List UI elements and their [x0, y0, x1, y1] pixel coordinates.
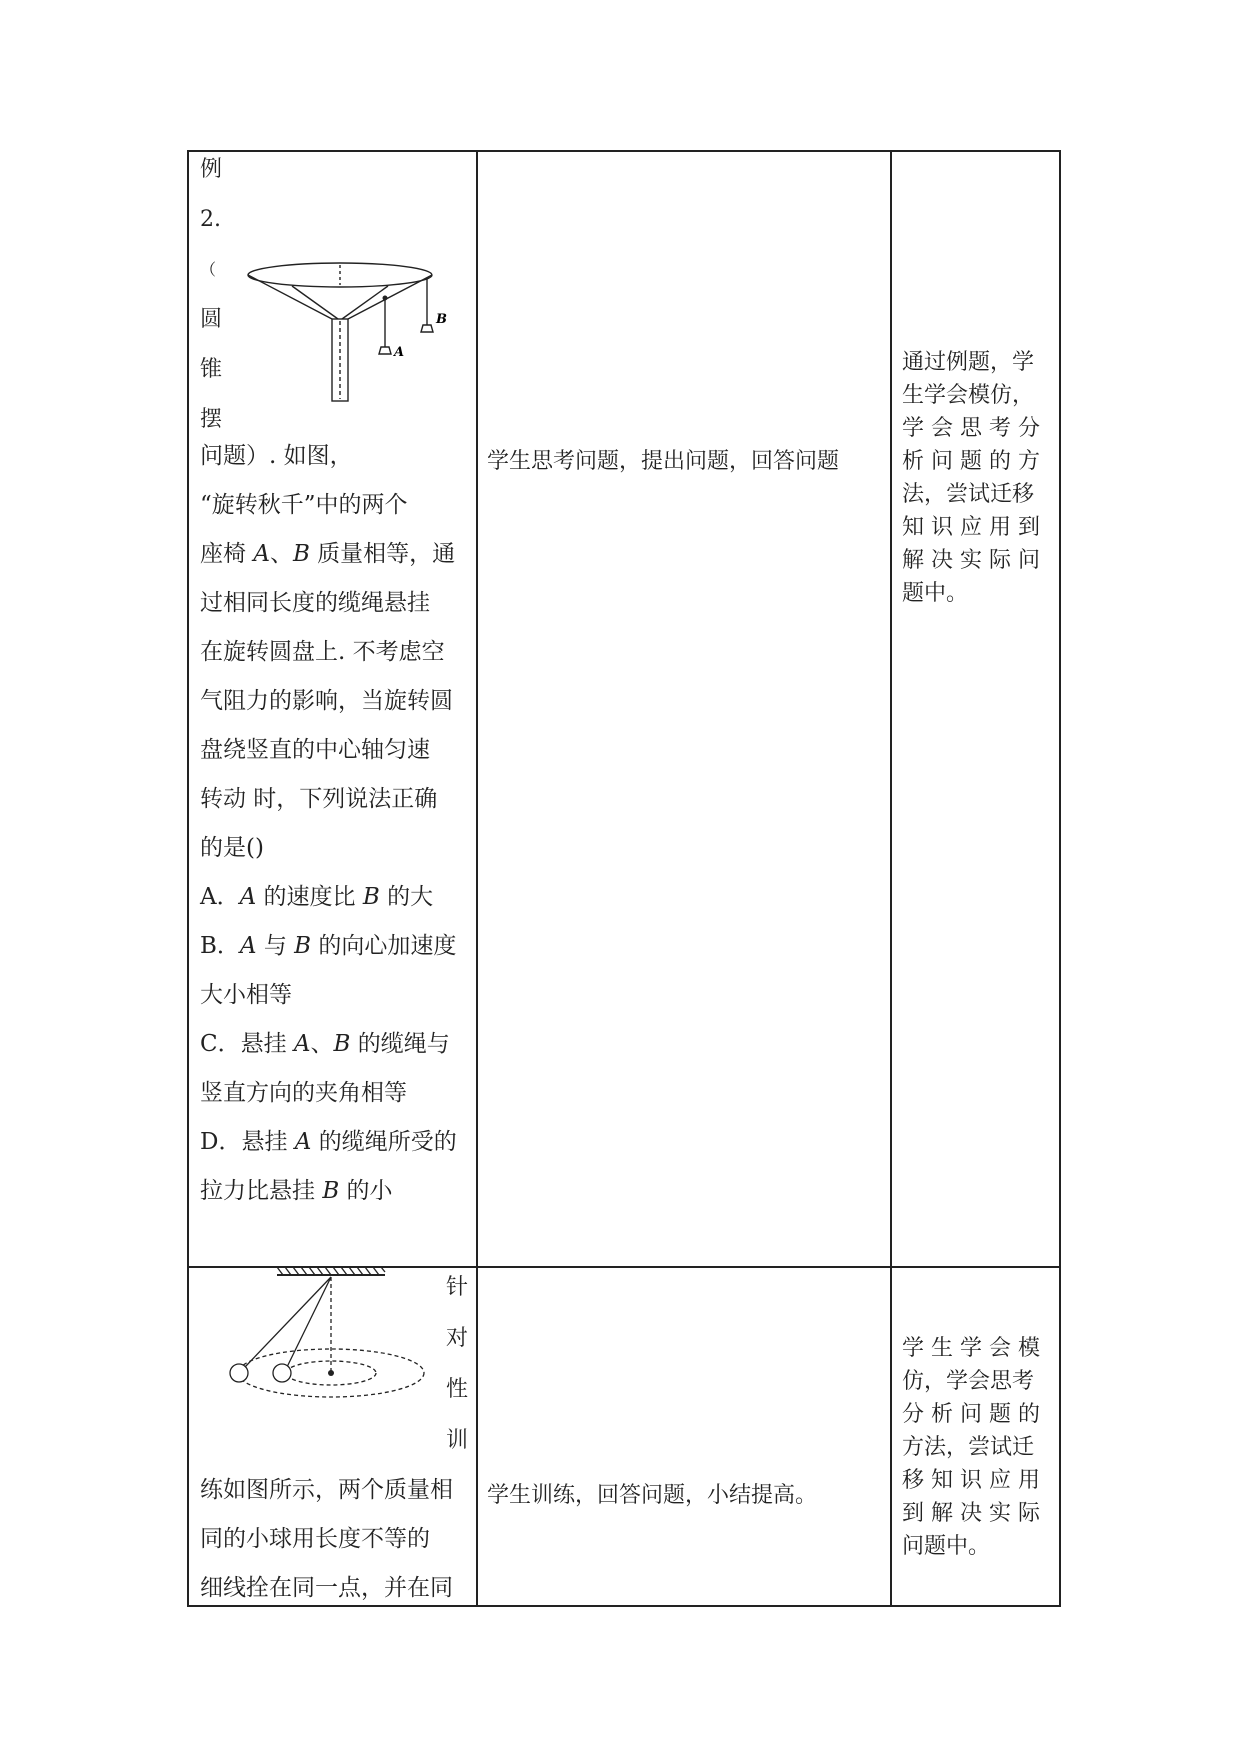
side-char: 对	[446, 1326, 469, 1351]
intent-line: 方法，尝试迁	[902, 1435, 1035, 1460]
option-b-cont: 大小相等	[200, 982, 292, 1008]
intent-line: 通过例题，学	[902, 350, 1035, 375]
seat-b-label: B	[436, 312, 447, 327]
side-char: 针	[446, 1275, 469, 1300]
intent-line: 知 识 应 用 到	[902, 515, 1040, 540]
example-line: 盘绕竖直的中心轴匀速	[200, 737, 430, 763]
heading-char: （	[200, 260, 217, 279]
intent-line: 学 会 思 考 分	[902, 416, 1040, 441]
option-d: D．悬挂 A 的缆绳所受的	[200, 1129, 457, 1155]
intent-line: 生学会模仿，	[902, 383, 1035, 408]
intent-line: 仿，学会思考	[902, 1369, 1035, 1394]
training-line: 练如图所示，两个质量相	[200, 1477, 453, 1503]
table-border-left	[187, 150, 189, 1607]
option-d-cont: 拉力比悬挂 B 的小	[200, 1178, 393, 1204]
side-char: 训	[446, 1428, 469, 1453]
intent-line: 移 知 识 应 用	[902, 1468, 1040, 1493]
ceiling-hatch	[277, 1267, 385, 1275]
heading-char: 圆	[200, 307, 223, 332]
ball-inner	[273, 1364, 291, 1382]
training-line: 同的小球用长度不等的	[200, 1526, 430, 1552]
option-c: C．悬挂 A、B 的缆绳与	[200, 1031, 450, 1057]
rotating-swing-figure	[240, 255, 447, 405]
intent-line: 题中。	[902, 581, 969, 606]
example-line: 过相同长度的缆绳悬挂	[200, 590, 430, 616]
conical-pendulum-figure	[225, 1265, 430, 1415]
table-divider-2	[890, 150, 892, 1607]
ball-outer	[230, 1364, 248, 1382]
intent-line: 解 决 实 际 问	[902, 548, 1040, 573]
table-divider-1	[476, 150, 478, 1607]
heading-char: 例	[200, 157, 223, 182]
option-b: B．A 与 B 的向心加速度	[200, 933, 457, 959]
example-line: 问题）. 如图，	[200, 443, 353, 469]
example-line: 的是()	[200, 835, 264, 861]
intent-line: 学 生 学 会 模	[902, 1336, 1040, 1361]
intent-line: 分 析 问 题 的	[902, 1402, 1040, 1427]
example-line: 气阻力的影响，当旋转圆	[200, 688, 453, 714]
table-border-top	[187, 150, 1061, 152]
example-line: 在旋转圆盘上. 不考虑空	[200, 639, 445, 665]
example-line: 座椅 A、B 质量相等，通	[200, 541, 456, 567]
intent-line: 析 问 题 的 方	[902, 449, 1040, 474]
intent-line: 到 解 决 实 际	[902, 1501, 1040, 1526]
example-line: “旋转秋千”中的两个	[200, 492, 408, 518]
intent-line: 问题中。	[902, 1534, 991, 1559]
student-activity-2: 学生训练，回答问题，小结提高。	[487, 1483, 818, 1508]
heading-char: 锥	[200, 357, 223, 382]
heading-char: 2.	[200, 207, 221, 232]
option-a: A．A 的速度比 B 的大	[200, 884, 434, 910]
side-char: 性	[446, 1377, 469, 1402]
training-line: 细线拴在同一点，并在同	[200, 1575, 453, 1601]
option-c-cont: 竖直方向的夹角相等	[200, 1080, 407, 1106]
intent-line: 法，尝试迁移	[902, 482, 1035, 507]
table-border-right	[1059, 150, 1061, 1607]
student-activity-1: 学生思考问题，提出问题，回答问题	[487, 449, 840, 474]
seat-a-label: A	[394, 345, 405, 360]
heading-char: 摆	[200, 407, 223, 432]
example-line: 转动 时，下列说法正确	[200, 786, 438, 812]
